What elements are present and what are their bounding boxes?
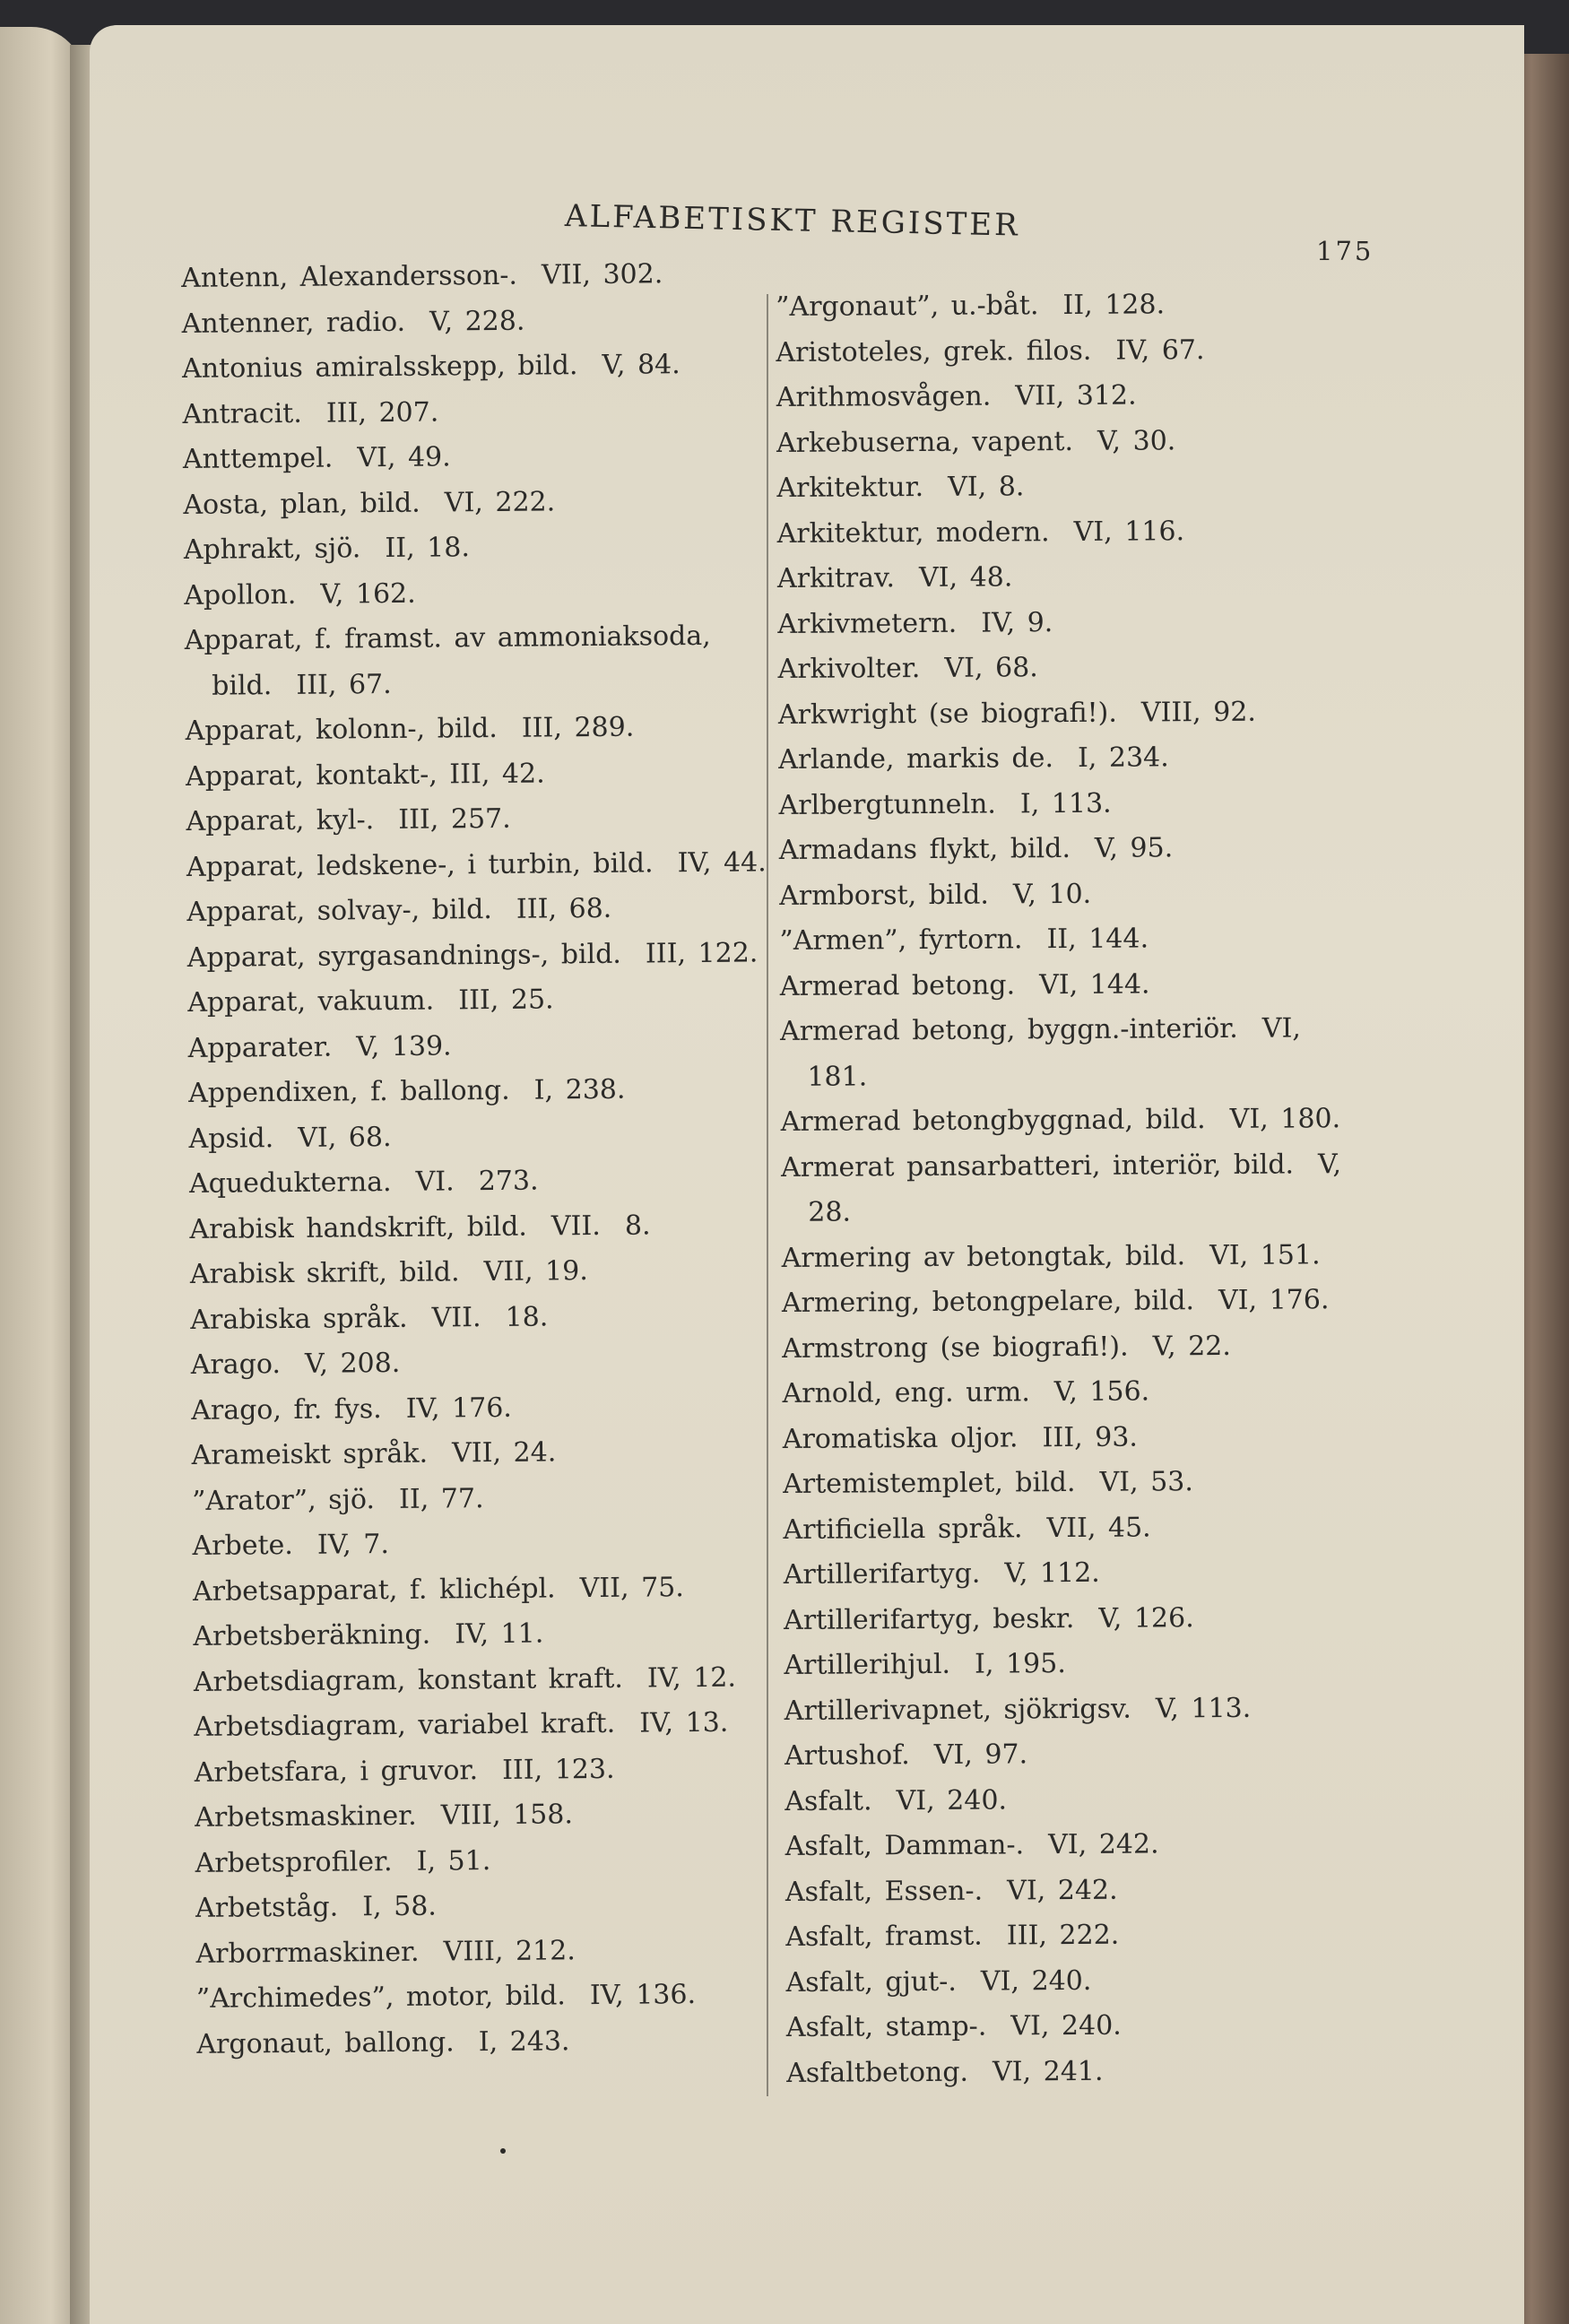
index-entry-text: Apsid. VI, 68. xyxy=(188,1121,392,1155)
index-entry xyxy=(778,733,1446,783)
ink-dot xyxy=(500,2148,506,2154)
index-entry xyxy=(195,1791,840,1842)
index-entry xyxy=(783,1458,1451,1507)
index-entry xyxy=(776,462,1444,511)
index-column-left xyxy=(181,251,843,2068)
index-entry-text: Asfaltbetong. VI, 241. xyxy=(786,2055,1104,2089)
index-entry-text: Arnold, eng. urm. V, 156. xyxy=(782,1375,1150,1409)
index-entry-text: Arbetsapparat, f. klichépl. VII, 75. xyxy=(192,1571,684,1608)
index-entry xyxy=(778,779,1446,828)
index-entry xyxy=(183,477,828,528)
index-entry-text: Argonaut, ballong. I, 243. xyxy=(196,2025,570,2060)
index-entry-text: Arbete. IV, 7. xyxy=(192,1529,390,1562)
index-entry xyxy=(784,1685,1452,1734)
index-entry xyxy=(784,1639,1452,1688)
index-entry xyxy=(779,870,1447,919)
index-entry xyxy=(185,613,831,709)
index-entry xyxy=(784,1594,1452,1643)
index-entry-text: Arabisk handskrift, bild. VII. 8. xyxy=(189,1209,651,1245)
index-entry-text: Arabiska språk. VII. 18. xyxy=(190,1300,549,1336)
index-entry-text: Armerat pansarbatteri, interiör, bild. V, xyxy=(780,1148,1342,1184)
index-entry-text: Aquedukterna. VI. 273. xyxy=(188,1165,539,1200)
index-entry-text: Armerad betong. VI, 144. xyxy=(779,967,1150,1002)
index-entry-text: Artushof. VI, 97. xyxy=(784,1739,1028,1772)
index-entry-text: Arkitektur, modern. VI, 116. xyxy=(776,515,1185,550)
index-entry-text: Apparat, vakuum. III, 25. xyxy=(187,984,554,1019)
index-entry xyxy=(776,417,1444,466)
index-entry-text: Artillerifartyg. V, 112. xyxy=(783,1557,1100,1591)
index-entry xyxy=(781,1096,1449,1145)
index-entry xyxy=(195,1926,841,1977)
index-entry-text: Apparat, f. framst. av ammoniaksoda, xyxy=(184,620,711,656)
index-entry-text: Aphrakt, sjö. II, 18. xyxy=(183,532,471,566)
index-entry xyxy=(192,1519,837,1570)
index-entry xyxy=(783,1504,1451,1553)
index-entry-text: Artillerifartyg, beskr. V, 126. xyxy=(783,1601,1194,1636)
index-entry-text: Arkivmetern. IV, 9. xyxy=(777,606,1053,640)
index-entry-text: Arbetsdiagram, konstant kraft. IV, 12. xyxy=(193,1661,737,1698)
index-entry xyxy=(777,598,1445,647)
index-entry-text: Arbetsfara, i gruvor. III, 123. xyxy=(194,1753,615,1789)
index-entry xyxy=(776,326,1443,376)
index-entry-text: Asfalt, stamp-. VI, 240. xyxy=(785,2009,1122,2043)
index-entry-text: Armadans flykt, bild. V, 95. xyxy=(778,832,1174,866)
index-entry-text: Artificiella språk. VII, 45. xyxy=(783,1511,1151,1546)
index-entry-text: Aosta, plan, bild. VI, 222. xyxy=(183,485,556,521)
index-entry xyxy=(782,1367,1450,1417)
index-entry xyxy=(182,342,828,393)
index-entry xyxy=(183,432,828,483)
index-entry xyxy=(191,1338,837,1389)
index-entry xyxy=(181,296,827,347)
index-entry xyxy=(782,1322,1450,1372)
index-entry xyxy=(190,1292,836,1343)
index-entry xyxy=(190,1247,836,1298)
index-entry xyxy=(777,643,1445,692)
index-entry xyxy=(776,371,1444,421)
index-entry xyxy=(786,2001,1454,2051)
index-entry xyxy=(187,930,833,981)
index-entry-text: Apparat, kolonn-, bild. III, 289. xyxy=(185,711,635,747)
index-entry xyxy=(184,523,829,574)
index-entry-text: Arameiskt språk. VII, 24. xyxy=(191,1436,557,1471)
index-entry xyxy=(187,1020,833,1071)
index-entry xyxy=(785,1866,1453,1915)
index-entry-text: Aristoteles, grek. filos. IV, 67. xyxy=(776,334,1205,369)
index-entry-text: Armering, betongpelare, bild. VI, 176. xyxy=(781,1284,1330,1319)
index-entry xyxy=(196,2016,842,2068)
index-entry xyxy=(194,1700,839,1751)
page-number: 175 xyxy=(1316,236,1374,266)
index-entry xyxy=(191,1383,837,1434)
index-entry-text: Asfalt, Damman-. VI, 242. xyxy=(784,1828,1159,1862)
index-entry xyxy=(186,749,831,800)
index-entry xyxy=(784,1730,1452,1779)
index-entry-text: Arkebuserna, vapent. V, 30. xyxy=(776,424,1176,459)
index-entry-text: Arlbergtunneln. I, 113. xyxy=(778,787,1112,821)
index-entry-text: Arbetsprofiler. I, 51. xyxy=(195,1844,491,1879)
index-entry-text: Apparat, syrgasandnings-, bild. III, 122. xyxy=(186,936,758,974)
index-entry xyxy=(196,1972,842,2023)
book-page xyxy=(90,25,1524,2324)
index-entry-text: Aromatiska oljor. III, 93. xyxy=(782,1421,1139,1455)
index-entry xyxy=(188,1066,834,1117)
index-entry-text: Apparat, kontakt-, III, 42. xyxy=(185,757,545,793)
index-entry-text: Antenner, radio. V, 228. xyxy=(181,305,525,340)
index-entry-text: Anttempel. VI, 49. xyxy=(182,441,451,475)
index-entry-text: Apparat, ledskene-, i turbin, bild. IV, 44. xyxy=(186,845,767,883)
index-entry xyxy=(193,1564,838,1615)
index-entry-text: Antenn, Alexandersson-. VII, 302. xyxy=(181,258,663,294)
index-entry-text: Apparater. V, 139. xyxy=(187,1029,452,1064)
index-entry-text: Arabisk skrift, bild. VII, 19. xyxy=(189,1255,588,1290)
index-entry xyxy=(191,1428,837,1479)
index-entry-text: Arlande, markis de. I, 234. xyxy=(778,741,1169,776)
index-entry xyxy=(785,1956,1453,2006)
index-entry xyxy=(780,960,1448,1010)
index-entry-continuation: 28. xyxy=(808,1196,852,1228)
index-entry-text: Artillerihjul. I, 195. xyxy=(784,1648,1066,1681)
index-entry xyxy=(776,281,1443,330)
index-entry-continuation: 181. xyxy=(807,1060,868,1093)
index-entry-text: Asfalt. VI, 240. xyxy=(784,1783,1008,1817)
index-entry xyxy=(779,824,1447,873)
index-entry xyxy=(781,1141,1450,1236)
index-entry-text: Arbetsdiagram, variabel kraft. IV, 13. xyxy=(194,1706,729,1743)
index-entry-text: Arithmosvågen. VII, 312. xyxy=(776,379,1137,413)
index-entry-text: Asfalt, Essen-. VI, 242. xyxy=(784,1874,1118,1908)
index-entry-text: Asfalt, framst. III, 222. xyxy=(785,1919,1120,1953)
index-entry-text: Antonius amiralsskepp, bild. V, 84. xyxy=(181,349,680,385)
page-title: ALFABETISKT REGISTER xyxy=(564,198,1021,244)
index-entry-text: Arborrmaskiner. VIII, 212. xyxy=(195,1934,576,1970)
index-entry-text: Arbetsberäkning. IV, 11. xyxy=(193,1617,544,1652)
index-entry xyxy=(181,251,827,302)
index-entry xyxy=(782,1277,1450,1326)
index-entry-text: Armerad betongbyggnad, bild. VI, 180. xyxy=(780,1103,1341,1138)
index-entry-text: Arkivolter. VI, 68. xyxy=(777,652,1038,685)
index-entry xyxy=(783,1413,1451,1462)
index-entry xyxy=(786,2047,1454,2096)
index-entry-text: Apparat, kyl-. III, 257. xyxy=(186,802,511,837)
index-entry xyxy=(784,1775,1452,1825)
index-entry-text: ”Archimedes”, motor, bild. IV, 136. xyxy=(195,1979,697,2015)
index-entry xyxy=(195,1881,841,1932)
index-entry xyxy=(187,976,833,1027)
column-divider xyxy=(767,294,768,2096)
index-entry-text: Antracit. III, 207. xyxy=(182,396,439,430)
index-entry xyxy=(781,1232,1449,1281)
index-entry-text: Arago. V, 208. xyxy=(190,1347,401,1381)
index-entry xyxy=(784,1548,1452,1598)
index-entry xyxy=(186,794,831,845)
index-entry-text: Arkwright (se biografi!). VIII, 92. xyxy=(777,696,1257,731)
index-entry xyxy=(777,552,1445,602)
index-entry xyxy=(192,1473,837,1524)
index-entry-text: Artillerivapnet, sjökrigsv. V, 113. xyxy=(784,1692,1252,1727)
index-entry-text: Arbetsmaskiner. VIII, 158. xyxy=(195,1799,574,1834)
index-entry-text: Arkitektur. VI, 8. xyxy=(776,471,1025,504)
index-entry xyxy=(189,1157,835,1208)
index-entry-text: Arkitrav. VI, 48. xyxy=(776,561,1013,594)
index-entry xyxy=(189,1201,835,1253)
index-entry-text: Arago, fr. fys. IV, 176. xyxy=(191,1392,513,1426)
index-entry xyxy=(182,386,828,438)
index-entry xyxy=(194,1654,839,1705)
index-entry-text: ”Armen”, fyrtorn. II, 144. xyxy=(779,923,1149,957)
index-entry xyxy=(193,1609,838,1661)
index-entry xyxy=(780,1005,1449,1100)
index-entry-text: Armstrong (se biografi!). V, 22. xyxy=(782,1330,1231,1365)
index-entry xyxy=(195,1835,840,1886)
index-entry xyxy=(777,507,1445,557)
index-entry-text: Apparat, solvay-, bild. III, 68. xyxy=(186,892,612,928)
index-entry-text: ”Arator”, sjö. II, 77. xyxy=(191,1482,484,1517)
index-entry-text: Appendixen, f. ballong. I, 238. xyxy=(187,1073,626,1109)
index-entry-text: Armerad betong, byggn.-interiör. VI, xyxy=(779,1012,1302,1047)
index-entry xyxy=(186,885,832,936)
index-entry-text: Artemistemplet, bild. VI, 53. xyxy=(783,1466,1193,1500)
index-entry-text: ”Argonaut”, u.-båt. II, 128. xyxy=(776,289,1166,323)
index-entry-text: Armering av betongtak, bild. VI, 151. xyxy=(781,1238,1321,1274)
index-entry-text: Arbetståg. I, 58. xyxy=(195,1890,438,1924)
index-entry-text: Asfalt, gjut-. VI, 240. xyxy=(785,1964,1092,1999)
index-entry xyxy=(785,1911,1453,1960)
index-entry xyxy=(184,568,829,619)
index-entry xyxy=(778,689,1446,738)
index-entry-text: Apollon. V, 162. xyxy=(184,577,416,611)
index-entry-continuation: bild. III, 67. xyxy=(212,668,392,702)
index-entry xyxy=(185,704,830,755)
index-entry-text: Armborst, bild. V, 10. xyxy=(779,878,1092,912)
index-entry xyxy=(186,839,832,890)
index-entry xyxy=(779,915,1447,964)
index-entry xyxy=(784,1820,1452,1869)
index-entry xyxy=(195,1745,840,1796)
index-entry xyxy=(188,1111,834,1162)
index-column-right xyxy=(776,281,1454,2096)
